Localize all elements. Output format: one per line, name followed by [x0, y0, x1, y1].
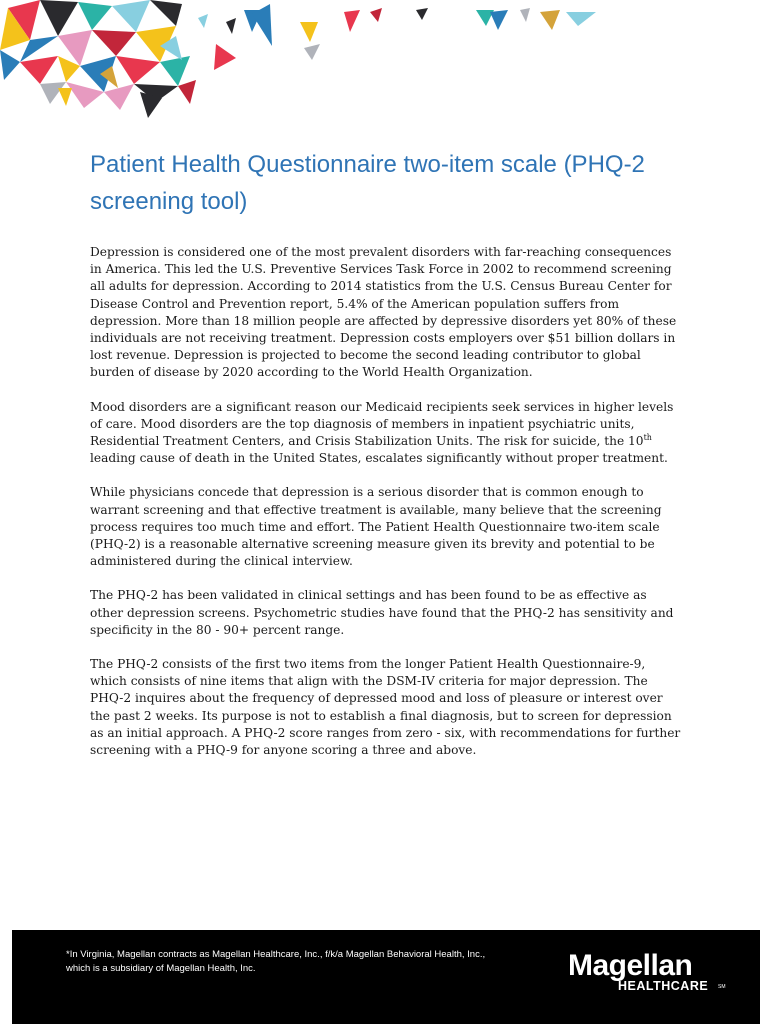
footer-disclaimer-line-2: which is a subsidiary of Magellan Health, Inc.	[66, 963, 256, 974]
paragraph-phq2-description: The PHQ-2 consists of the first two items from the longer Patient Health Questionnaire-9, which consists of nine items that align with the DSM-IV criteria for major depression. The PHQ-2 inquires about the frequency of depressed mood and loss of pleasure or interest over the past 2 weeks. Its purpose is not to establish a final diagnosis, but to screen for depression as an initial approach. A PHQ-2 score ranges from zero - six, with recommendations for further screening with a PHQ-9 for anyone scoring a three and above.	[90, 657, 681, 758]
page-title: Patient Health Questionnaire two-item scale (PHQ-2 screening tool)	[90, 151, 645, 215]
document-body	[90, 244, 682, 776]
footer-disclaimer	[66, 948, 566, 976]
magellan-healthcare-logo	[568, 950, 738, 1000]
footer-disclaimer-line-1: *In Virginia, Magellan contracts as Magellan Healthcare, Inc., f/k/a Magellan Behavioral Health, Inc.,	[66, 949, 486, 960]
decorative-triangle-pattern	[0, 0, 770, 120]
paragraph-mood-disorders-text-end: leading cause of death in the United States, escalates significantly without proper treatment.	[90, 451, 668, 466]
paragraph-phq2-validation: The PHQ-2 has been validated in clinical settings and has been found to be as effective as other depression screens. Psychometric studies have found that the PHQ-2 has sensitivity and specificity in the 80 - 90+ percent range.	[90, 588, 674, 637]
logo-subtitle: HEALTHCARE	[618, 979, 709, 993]
paragraph-mood-disorders-text: Mood disorders are a significant reason our Medicaid recipients seek services in higher levels of care. Mood disorders are the top diagnosis of members in inpatient psychiatric units, Residential Treatment Centers, and Crisis Stabilization Units. The risk for suicide, the 10	[90, 399, 674, 449]
logo-service-mark: SM	[718, 984, 726, 990]
ordinal-suffix: th	[643, 432, 652, 442]
footer-bar	[12, 930, 760, 1024]
paragraph-depression-prevalence: Depression is considered one of the most prevalent disorders with far-reaching consequences in America. This led the U.S. Preventive Services Task Force in 2002 to recommend screening all adults for depression. According to 2014 statistics from the U.S. Census Bureau Center for Disease Control and Prevention report, 5.4% of the American population suffers from depression. More than 18 million people are affected by depressive disorders yet 80% of these individuals are not receiving treatment. Depression costs employers over $51 billion dollars in lost revenue. Depression is projected to become the second leading contributor to global burden of disease by 2020 according to the World Health Organization.	[90, 245, 677, 380]
logo-wordmark: Magellan	[568, 949, 693, 982]
paragraph-physician-screening: While physicians concede that depression is a serious disorder that is common enough to warrant screening and that effective treatment is available, many believe that the screening process requires too much time and effort. The Patient Health Questionnaire two-item scale (PHQ-2) is a reasonable alternative screening measure given its brevity and potential to be administered during the clinical interview.	[90, 485, 662, 569]
paragraph-mood-disorders	[90, 399, 682, 468]
